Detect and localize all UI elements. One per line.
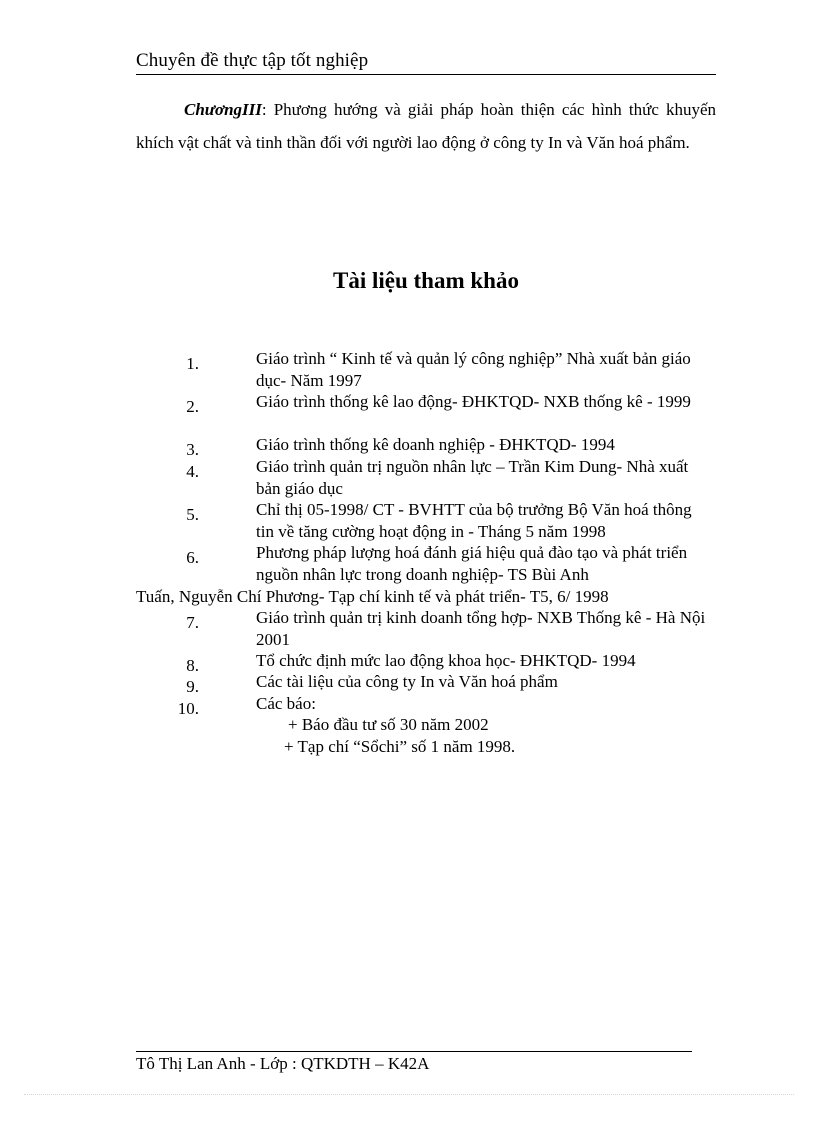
reference-item: Tổ chức định mức lao động khoa học- ĐHKTQD- 1994: [256, 651, 636, 670]
page-header-title: Chuyên đề thực tập tốt nghiệp: [136, 50, 369, 71]
chapter-label: ChươngIII: [184, 100, 262, 119]
reference-item: Phương pháp lượng hoá đánh giá hiệu quả đào tạo và phát triển nguồn nhân lực trong doanh nghiệp- TS Bùi Anh: [256, 543, 688, 584]
footer-rule: [136, 1051, 692, 1052]
page-bottom-dotted-rule: [24, 1094, 794, 1095]
reference-number: 10.: [177, 699, 199, 718]
reference-item: Giáo trình quản trị kinh doanh tổng hợp- NXB Thống kê - Hà Nội 2001: [256, 608, 706, 649]
newspaper-sub-item: + Tạp chí “Sổchi” số 1 năm 1998.: [284, 737, 516, 756]
reference-number: 2.: [186, 397, 199, 416]
reference-item: Giáo trình “ Kinh tế và quản lý công nghiệp” Nhà xuất bản giáo dục- Năm 1997: [256, 349, 691, 390]
newspaper-sub-item: + Báo đầu tư số 30 năm 2002: [288, 715, 489, 734]
reference-item-continuation: Tuấn, Nguyễn Chí Phương- Tạp chí kinh tế và phát triển- T5, 6/ 1998: [136, 587, 609, 606]
reference-number: 7.: [186, 613, 199, 632]
reference-item: Giáo trình thống kê doanh nghiệp - ĐHKTQD- 1994: [256, 435, 615, 454]
reference-number: 5.: [186, 505, 199, 524]
reference-number: 1.: [186, 354, 199, 373]
reference-number: 3.: [186, 440, 199, 459]
reference-number: 9.: [186, 677, 199, 696]
reference-item: Các tài liệu của công ty In và Văn hoá phẩm: [256, 672, 558, 691]
reference-item: Giáo trình quản trị nguồn nhân lực – Trần Kim Dung- Nhà xuất bản giáo dục: [256, 457, 689, 498]
reference-item: Chỉ thị 05-1998/ CT - BVHTT của bộ trưởng Bộ Văn hoá thông tin về tăng cường hoạt động in - Tháng 5 năm 1998: [256, 500, 692, 541]
reference-number: 8.: [186, 656, 199, 675]
chapter-description: : Phương hướng và giải pháp hoàn thiện các hình thức khuyến khích vật chất và tinh thần đối với người lao động ở công ty In và Văn hoá phẩm.: [136, 100, 716, 152]
reference-item: Các báo:: [256, 694, 316, 713]
reference-number: 4.: [186, 462, 199, 481]
reference-item: Giáo trình thống kê lao động- ĐHKTQD- NXB thống kê - 1999: [256, 392, 691, 411]
page-footer-text: Tô Thị Lan Anh - Lớp : QTKDTH – K42A: [136, 1054, 430, 1073]
references-title: Tài liệu tham khảo: [333, 268, 519, 293]
reference-number: 6.: [186, 548, 199, 567]
